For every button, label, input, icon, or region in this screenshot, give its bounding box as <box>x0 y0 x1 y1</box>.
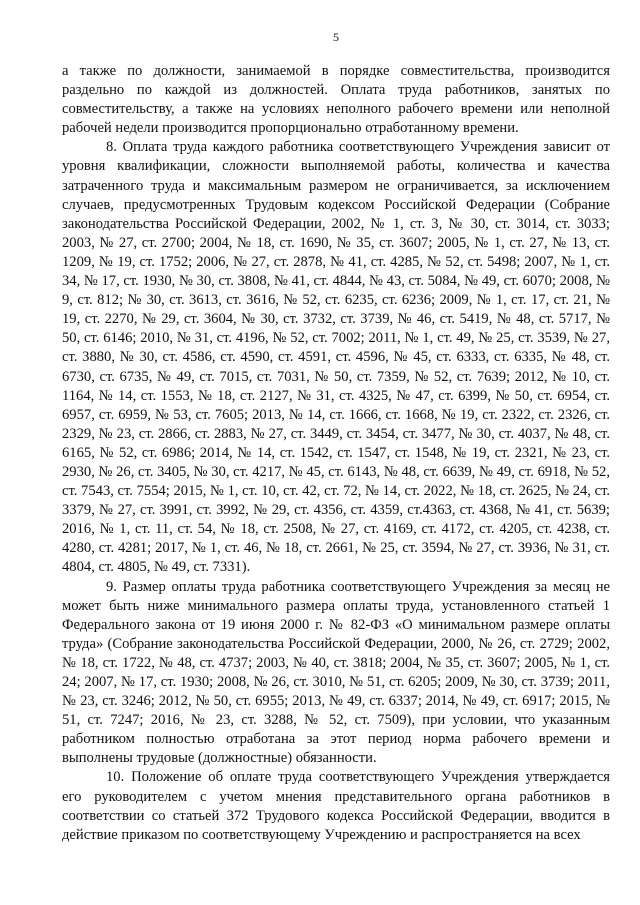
paragraph-item-8: 8. Оплата труда каждого работника соответствующего Учреждения зависит от уровня квалификации, сложности выполняемой работы, количества и качества затраченного труда и максимальным размером не ограничивается, за исключением случаев, предусмотренных Трудовым кодексом Российской Федерации (Собрание законодательства Российской Федерации, 2002, № 1, ст. 3, № 30, ст. 3014, ст. 3033; 2003, № 27, ст. 2700; 2004, № 18, ст. 1690, № 35, ст. 3607; 2005, № 1, ст. 27, № 13, ст. 1209, № 19, ст. 1752; 2006, № 27, ст. 2878, № 41, ст. 4285, № 52, ст. 5498; 2007, № 1, ст. 34, № 17, ст. 1930, № 30, ст. 3808, № 41, ст. 4844, № 43, ст. 5084, № 49, ст. 6070; 2008, № 9, ст. 812; № 30, ст. 3613, ст. 3616, № 52, ст. 6235, ст. 6236; 2009, № 1, ст. 17, ст. 21, № 19, ст. 2270, № 29, ст. 3604, № 30, ст. 3732, ст. 3739, № 46, ст. 5419, № 48, ст. 5717, № 50, ст. 6146; 2010, № 31, ст. 4196, № 52, ст. 7002; 2011, № 1, ст. 49, № 25, ст. 3539, № 27, ст. 3880, № 30, ст. 4586, ст. 4590, ст. 4591, ст. 4596, № 45, ст. 6333, ст. 6335, № 48, ст. 6730, ст. 6735, № 49, ст. 7015, ст. 7031, № 50, ст. 7359, № 52, ст. 7639; 2012, № 10, ст. 1164, № 14, ст. 1553, № 18, ст. 2127, № 31, ст. 4325, № 47, ст. 6399, № 50, ст. 6954, ст. 6957, ст. 6959, № 53, ст. 7605; 2013, № 14, ст. 1666, ст. 1668, № 19, ст. 2322, ст. 2326, ст. 2329, № 23, ст. 2866, ст. 2883, № 27, ст. 3449, ст. 3454, ст. 3477, № 30, ст. 4037, № 48, ст. 6165, № 52, ст. 6986; 2014, № 14, ст. 1542, ст. 1547, ст. 1548, № 19, ст. 2321, № 23, ст. 2930, № 26, ст. 3405, № 30, ст. 4217, № 45, ст. 6143, № 48, ст. 6639, № 49, ст. 6918, № 52, ст. 7543, ст. 7554; 2015, № 1, ст. 10, ст. 42, ст. 72, № 14, ст. 2022, № 18, ст. 2625, № 24, ст. 3379, № 27, ст. 3991, ст. 3992, № 29, ст. 4356, ст. 4359, ст.4363, ст. 4368, № 41, ст. 5639; 2016, № 1, ст. 11, ст. 54, № 18, ст. 2508, № 27, ст. 4169, ст. 4172, ст. 4205, ст. 4238, ст. 4280, ст. 4281; 2017, № 1, ст. 46, № 18, ст. 2661, № 25, ст. 3594, № 27, ст. 3936, № 31, ст. 4804, ст. 4805, № 49, ст. 7331). <box>62 139 610 576</box>
paragraph-continuation: а также по должности, занимаемой в порядке совместительства, производится раздельно по каждой из должностей. Оплата труда работников, занятых по совместительству, а также на условиях неполного рабочего времени или неполной рабочей недели производится пропорционально отработанному времени. <box>62 63 610 137</box>
paragraph-item-9: 9. Размер оплаты труда работника соответствующего Учреждения за месяц не может быть ниже минимального размера оплаты труда, установленного статьей 1 Федерального закона от 19 июня 2000 г. № 82-ФЗ «О минимальном размере оплаты труда» (Собрание законодательства Российской Федерации, 2000, № 26, ст. 2729; 2002, № 18, ст. 1722, № 48, ст. 4737; 2003, № 40, ст. 3818; 2004, № 35, ст. 3607; 2005, № 1, ст. 24; 2007, № 17, ст. 1930; 2008, № 26, ст. 3010, № 51, ст. 6205; 2009, № 30, ст. 3739; 2011, № 23, ст. 3246; 2012, № 50, ст. 6955; 2013, № 49, ст. 6337; 2014, № 49, ст. 6917; 2015, № 51, ст. 7247; 2016, № 23, ст. 3288, № 52, ст. 7509), при условии, что указанным работником полностью отработана за этот период норма рабочего времени и выполнены трудовые (должностные) обязанности. <box>62 578 610 767</box>
paragraph-item-10: 10. Положение об оплате труда соответствующего Учреждения утверждается его руководителем с учетом мнения представительного органа работников в соответствии со статьей 372 Трудового кодекса Российской Федерации, вводится в действие приказом по соответствующему Учреждению и распространяется на всех <box>62 769 610 843</box>
page-number: 5 <box>333 30 339 44</box>
